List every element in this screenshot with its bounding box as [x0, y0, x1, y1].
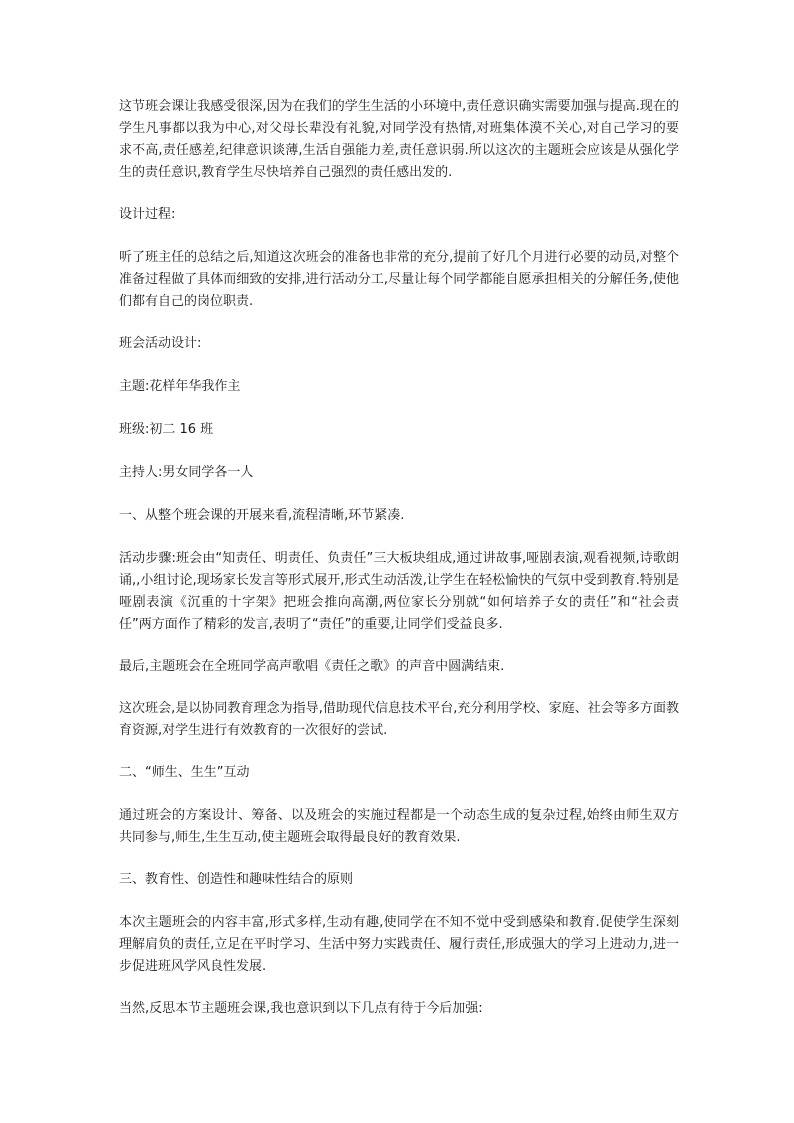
- closing-song-paragraph: 最后,主题班会在全班同学高声歌唱《责任之歌》的声音中圆满结束.: [119, 659, 505, 674]
- principles-paragraph: 本次主题班会的内容丰富,形式多样,生动有趣,使同学在不知不觉中受到感染和教育.促使学生深刻理解肩负的责任,立足在平时学习、生活中努力实践责任、履行责任,形成强大的学习上进动力,进一步促进班风学风良性发展.: [119, 915, 679, 974]
- attempt-paragraph: 这次班会,是以协同教育理念为指导,借助现代信息技术平台,充分利用学校、家庭、社会等多方面教育资源,对学生进行有效教育的一次很好的尝试.: [119, 701, 679, 738]
- design-process-heading: 设计过程:: [119, 207, 176, 222]
- activity-steps-paragraph: 活动步骤:班会由“知责任、明责任、负责任”三大板块组成,通过讲故事,哑剧表演,观看视频,诗歌朗诵,,小组讨论,现场家长发言等形式展开,形式生动活泼,让学生在轻松愉快的气氛中受到教育.特别是哑剧表演《沉重的十字架》把班会推向高潮,两位家长分别就“如何培养子女的责任”和“社会责任”两方面作了精彩的发言,表明了“责任”的重要,让同学们受益良多.: [119, 551, 679, 632]
- intro-paragraph: 这节班会课让我感受很深,因为在我们的学生生活的小环境中,责任意识确实需要加强与提高.现在的学生凡事都以我为中心,对父母长辈没有礼貌,对同学没有热情,对班集体漠不关心,对自己学习的要求不高,责任感差,纪律意识谈薄,生活自强能力差,责任意识弱.所以这次的主题班会应该是从强化学生的责任意识,教育学生尽快培养自己强烈的责任感出发的.: [119, 99, 679, 180]
- host-line: 主持人:男女同学各一人: [119, 465, 254, 480]
- interaction-paragraph: 通过班会的方案设计、筹备、以及班会的实施过程都是一个动态生成的复杂过程,始终由师生双方共同参与,师生,生生互动,使主题班会取得最良好的教育效果.: [119, 808, 679, 845]
- reflection-paragraph: 当然,反思本节主题班会课,我也意识到以下几点有待于今后加强:: [119, 1001, 483, 1016]
- activity-design-heading: 班会活动设计:: [119, 336, 202, 351]
- class-line: 班级:初二 16 班: [119, 422, 214, 437]
- section-three-heading: 三、教育性、创造性和趣味性结合的原则: [119, 872, 354, 887]
- section-two-heading: 二、“师生、生生”互动: [119, 765, 250, 780]
- document-body: [119, 96, 679, 1040]
- design-process-paragraph: 听了班主任的总结之后,知道这次班会的准备也非常的充分,提前了好几个月进行必要的动员,对整个准备过程做了具体而细致的安排,进行活动分工,尽量让每个同学都能自愿承担相关的分解任务,使他们都有自己的岗位职责.: [119, 250, 679, 309]
- section-one-heading: 一、从整个班会课的开展来看,流程清晰,环节紧凑.: [119, 508, 405, 523]
- theme-line: 主题:花样年华我作主: [119, 379, 241, 394]
